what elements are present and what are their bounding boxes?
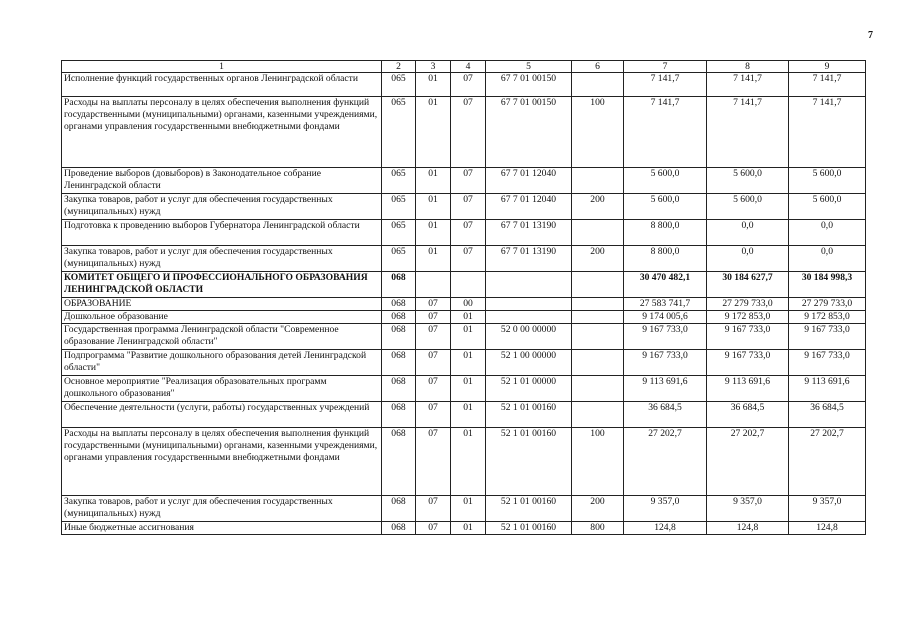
subsection-code-cell: 01 — [451, 376, 486, 402]
amount-cell-col7: 7 141,7 — [624, 73, 707, 97]
amount-cell-col7: 8 800,0 — [624, 220, 707, 246]
amount-cell-col7: 30 470 482,1 — [624, 272, 707, 298]
amount-cell-col9: 9 167 733,0 — [789, 350, 866, 376]
ministry-code-cell: 065 — [382, 194, 416, 220]
row-name-cell: Закупка товаров, работ и услуг для обеспечения государственных (муниципальных) нужд — [62, 246, 382, 272]
ministry-code-cell: 068 — [382, 428, 416, 496]
ministry-code-cell: 068 — [382, 496, 416, 522]
ministry-code-cell: 068 — [382, 350, 416, 376]
ministry-code-cell: 068 — [382, 402, 416, 428]
row-name-cell: Государственная программа Ленинградской области "Современное образование Ленинградской области" — [62, 324, 382, 350]
table-row — [62, 220, 866, 246]
expense-type-cell — [572, 324, 624, 350]
target-article-cell: 67 7 01 12040 — [486, 168, 572, 194]
target-article-cell: 67 7 01 13190 — [486, 220, 572, 246]
amount-cell-col8: 0,0 — [707, 220, 789, 246]
expense-type-cell — [572, 298, 624, 311]
amount-cell-col8: 9 113 691,6 — [707, 376, 789, 402]
target-article-cell: 52 0 00 00000 — [486, 324, 572, 350]
amount-cell-col7: 9 357,0 — [624, 496, 707, 522]
ministry-code-cell: 065 — [382, 220, 416, 246]
amount-cell-col8: 9 172 853,0 — [707, 311, 789, 324]
column-header: 6 — [572, 61, 624, 73]
section-code-cell: 01 — [416, 73, 451, 97]
table-row — [62, 97, 866, 168]
amount-cell-col9: 0,0 — [789, 220, 866, 246]
table-row — [62, 350, 866, 376]
target-article-cell: 67 7 01 00150 — [486, 97, 572, 168]
row-name-cell: Расходы на выплаты персоналу в целях обеспечения выполнения функций государственными (муниципальными) органами, казенными учреждениями, органами управления государственными внебюджетными фондами — [62, 428, 382, 496]
table-row — [62, 298, 866, 311]
expense-type-cell — [572, 350, 624, 376]
subsection-code-cell: 07 — [451, 168, 486, 194]
target-article-cell: 52 1 01 00160 — [486, 496, 572, 522]
expense-type-cell: 200 — [572, 246, 624, 272]
amount-cell-col9: 27 279 733,0 — [789, 298, 866, 311]
section-code-cell: 01 — [416, 194, 451, 220]
row-name-cell: ОБРАЗОВАНИЕ — [62, 298, 382, 311]
row-name-cell: Исполнение функций государственных органов Ленинградской области — [62, 73, 382, 97]
table-row — [62, 402, 866, 428]
ministry-code-cell: 065 — [382, 73, 416, 97]
row-name-cell: Основное мероприятие "Реализация образовательных программ дошкольного образования" — [62, 376, 382, 402]
expense-type-cell — [572, 376, 624, 402]
amount-cell-col9: 7 141,7 — [789, 73, 866, 97]
expense-type-cell: 200 — [572, 194, 624, 220]
amount-cell-col9: 7 141,7 — [789, 97, 866, 168]
amount-cell-col7: 9 174 005,6 — [624, 311, 707, 324]
amount-cell-col7: 36 684,5 — [624, 402, 707, 428]
expense-type-cell — [572, 272, 624, 298]
page-number: 7 — [868, 30, 873, 41]
table-row — [62, 73, 866, 97]
section-code-cell: 07 — [416, 298, 451, 311]
table-header-row — [62, 61, 866, 73]
amount-cell-col8: 5 600,0 — [707, 168, 789, 194]
table-row — [62, 246, 866, 272]
amount-cell-col9: 124,8 — [789, 522, 866, 535]
amount-cell-col7: 27 202,7 — [624, 428, 707, 496]
table-row — [62, 194, 866, 220]
subsection-code-cell: 01 — [451, 324, 486, 350]
target-article-cell: 52 1 00 00000 — [486, 350, 572, 376]
budget-table — [61, 60, 866, 535]
column-header: 5 — [486, 61, 572, 73]
subsection-code-cell: 01 — [451, 496, 486, 522]
ministry-code-cell: 065 — [382, 168, 416, 194]
section-code-cell: 01 — [416, 168, 451, 194]
section-code-cell: 01 — [416, 246, 451, 272]
target-article-cell — [486, 298, 572, 311]
expense-type-cell: 100 — [572, 428, 624, 496]
row-name-cell: Дошкольное образование — [62, 311, 382, 324]
section-code-cell: 07 — [416, 311, 451, 324]
subsection-code-cell: 01 — [451, 402, 486, 428]
subsection-code-cell: 01 — [451, 350, 486, 376]
amount-cell-col9: 9 172 853,0 — [789, 311, 866, 324]
table-row — [62, 522, 866, 535]
amount-cell-col9: 0,0 — [789, 246, 866, 272]
amount-cell-col7: 8 800,0 — [624, 246, 707, 272]
column-header: 3 — [416, 61, 451, 73]
amount-cell-col9: 27 202,7 — [789, 428, 866, 496]
amount-cell-col8: 27 202,7 — [707, 428, 789, 496]
ministry-code-cell: 065 — [382, 246, 416, 272]
expense-type-cell — [572, 311, 624, 324]
ministry-code-cell: 065 — [382, 97, 416, 168]
target-article-cell — [486, 311, 572, 324]
amount-cell-col7: 7 141,7 — [624, 97, 707, 168]
table-row — [62, 376, 866, 402]
column-header: 7 — [624, 61, 707, 73]
amount-cell-col9: 9 167 733,0 — [789, 324, 866, 350]
expense-type-cell: 100 — [572, 97, 624, 168]
row-name-cell: Закупка товаров, работ и услуг для обеспечения государственных (муниципальных) нужд — [62, 194, 382, 220]
amount-cell-col8: 9 357,0 — [707, 496, 789, 522]
amount-cell-col9: 9 357,0 — [789, 496, 866, 522]
amount-cell-col8: 5 600,0 — [707, 194, 789, 220]
ministry-code-cell: 068 — [382, 272, 416, 298]
amount-cell-col7: 5 600,0 — [624, 194, 707, 220]
row-name-cell: Иные бюджетные ассигнования — [62, 522, 382, 535]
target-article-cell: 67 7 01 13190 — [486, 246, 572, 272]
section-code-cell: 07 — [416, 350, 451, 376]
subsection-code-cell: 07 — [451, 246, 486, 272]
column-header: 1 — [62, 61, 382, 73]
section-code-cell: 07 — [416, 402, 451, 428]
expense-type-cell — [572, 168, 624, 194]
expense-type-cell — [572, 220, 624, 246]
section-code-cell — [416, 272, 451, 298]
amount-cell-col8: 9 167 733,0 — [707, 350, 789, 376]
amount-cell-col8: 30 184 627,7 — [707, 272, 789, 298]
subsection-code-cell: 07 — [451, 97, 486, 168]
row-name-cell: Проведение выборов (довыборов) в Законодательное собрание Ленинградской области — [62, 168, 382, 194]
section-code-cell: 07 — [416, 496, 451, 522]
section-code-cell: 07 — [416, 324, 451, 350]
amount-cell-col9: 36 684,5 — [789, 402, 866, 428]
amount-cell-col9: 9 113 691,6 — [789, 376, 866, 402]
section-code-cell: 01 — [416, 220, 451, 246]
amount-cell-col8: 0,0 — [707, 246, 789, 272]
column-header: 4 — [451, 61, 486, 73]
ministry-code-cell: 068 — [382, 376, 416, 402]
subsection-code-cell: 01 — [451, 522, 486, 535]
section-code-cell: 01 — [416, 97, 451, 168]
section-code-cell: 07 — [416, 376, 451, 402]
amount-cell-col8: 36 684,5 — [707, 402, 789, 428]
amount-cell-col7: 124,8 — [624, 522, 707, 535]
amount-cell-col7: 5 600,0 — [624, 168, 707, 194]
table-row — [62, 324, 866, 350]
amount-cell-col7: 9 113 691,6 — [624, 376, 707, 402]
target-article-cell: 52 1 01 00160 — [486, 428, 572, 496]
table-row — [62, 496, 866, 522]
subsection-code-cell: 01 — [451, 311, 486, 324]
table-row — [62, 428, 866, 496]
column-header: 8 — [707, 61, 789, 73]
target-article-cell: 52 1 01 00000 — [486, 376, 572, 402]
amount-cell-col9: 5 600,0 — [789, 194, 866, 220]
expense-type-cell — [572, 402, 624, 428]
table-body — [62, 73, 866, 535]
row-name-cell: Подготовка к проведению выборов Губернатора Ленинградской области — [62, 220, 382, 246]
target-article-cell: 67 7 01 00150 — [486, 73, 572, 97]
table-row — [62, 168, 866, 194]
section-code-cell: 07 — [416, 428, 451, 496]
amount-cell-col7: 9 167 733,0 — [624, 324, 707, 350]
column-header: 9 — [789, 61, 866, 73]
ministry-code-cell: 068 — [382, 522, 416, 535]
amount-cell-col9: 30 184 998,3 — [789, 272, 866, 298]
ministry-code-cell: 068 — [382, 324, 416, 350]
expense-type-cell: 200 — [572, 496, 624, 522]
amount-cell-col7: 27 583 741,7 — [624, 298, 707, 311]
target-article-cell: 52 1 01 00160 — [486, 402, 572, 428]
expense-type-cell — [572, 73, 624, 97]
amount-cell-col8: 9 167 733,0 — [707, 324, 789, 350]
amount-cell-col7: 9 167 733,0 — [624, 350, 707, 376]
amount-cell-col8: 7 141,7 — [707, 73, 789, 97]
row-name-cell: Обеспечение деятельности (услуги, работы) государственных учреждений — [62, 402, 382, 428]
subsection-code-cell: 01 — [451, 428, 486, 496]
subsection-code-cell: 07 — [451, 194, 486, 220]
amount-cell-col8: 27 279 733,0 — [707, 298, 789, 311]
section-code-cell: 07 — [416, 522, 451, 535]
column-header: 2 — [382, 61, 416, 73]
table-row — [62, 311, 866, 324]
subsection-code-cell: 07 — [451, 73, 486, 97]
row-name-cell: Закупка товаров, работ и услуг для обеспечения государственных (муниципальных) нужд — [62, 496, 382, 522]
row-name-cell: КОМИТЕТ ОБЩЕГО И ПРОФЕССИОНАЛЬНОГО ОБРАЗОВАНИЯ ЛЕНИНГРАДСКОЙ ОБЛАСТИ — [62, 272, 382, 298]
amount-cell-col8: 7 141,7 — [707, 97, 789, 168]
subsection-code-cell: 07 — [451, 220, 486, 246]
expense-type-cell: 800 — [572, 522, 624, 535]
amount-cell-col8: 124,8 — [707, 522, 789, 535]
table-row — [62, 272, 866, 298]
row-name-cell: Расходы на выплаты персоналу в целях обеспечения выполнения функций государственными (муниципальными) органами, казенными учреждениями, органами управления государственными внебюджетными фондами — [62, 97, 382, 168]
row-name-cell: Подпрограмма "Развитие дошкольного образования детей Ленинградской области" — [62, 350, 382, 376]
amount-cell-col9: 5 600,0 — [789, 168, 866, 194]
target-article-cell: 52 1 01 00160 — [486, 522, 572, 535]
ministry-code-cell: 068 — [382, 298, 416, 311]
subsection-code-cell — [451, 272, 486, 298]
ministry-code-cell: 068 — [382, 311, 416, 324]
subsection-code-cell: 00 — [451, 298, 486, 311]
target-article-cell — [486, 272, 572, 298]
target-article-cell: 67 7 01 12040 — [486, 194, 572, 220]
